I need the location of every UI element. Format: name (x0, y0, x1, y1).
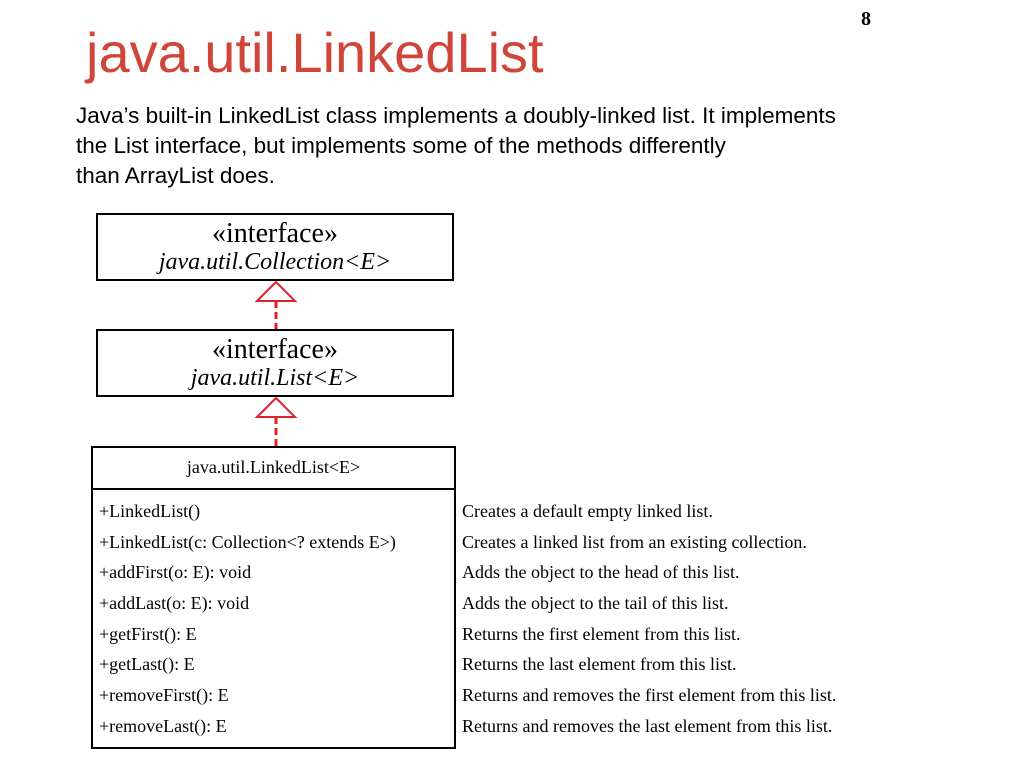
method-description: Returns and removes the first element from this list. (462, 685, 837, 706)
method-description: Returns and removes the last element from this list. (462, 715, 833, 736)
method-signature: +LinkedList(c: Collection<? extends E>) (99, 531, 396, 552)
method-signature: +LinkedList() (99, 501, 201, 521)
linkedlist-class-box (91, 446, 456, 749)
method-list (93, 490, 454, 742)
arrow-list-to-collection (257, 282, 295, 329)
method-signature: +getFirst(): E (99, 623, 197, 644)
arrow-linkedlist-to-list (257, 398, 295, 446)
description-line: Java’s built-in LinkedList class implements a doubly-linked list. It implements (76, 103, 836, 128)
collection-interface-name: java.util.Collection<E> (158, 249, 392, 275)
slide-number: 8 (861, 8, 871, 30)
method-description: Adds the object to the tail of this list. (462, 593, 729, 614)
method-description: Creates a default empty linked list. (462, 501, 713, 521)
method-description: Creates a linked list from an existing collection. (462, 531, 807, 552)
method-signature: +removeFirst(): E (99, 685, 229, 706)
linkedlist-class-name: java.util.LinkedList<E> (93, 448, 454, 490)
method-description: Adds the object to the head of this list. (462, 562, 740, 583)
description-line: than ArrayList does. (76, 163, 275, 188)
list-stereotype: «interface» (212, 334, 338, 365)
method-descriptions (462, 496, 836, 742)
method-description: Returns the first element from this list. (462, 623, 741, 644)
description-line: the List interface, but implements some of the methods differently (76, 133, 726, 158)
method-signature: +addLast(o: E): void (99, 593, 250, 614)
method-signature: +removeLast(): E (99, 715, 227, 736)
list-interface-name: java.util.List<E> (190, 365, 360, 391)
method-signature: +getLast(): E (99, 654, 195, 675)
method-description: Returns the last element from this list. (462, 654, 737, 675)
slide-title: java.util.LinkedList (86, 21, 544, 84)
method-signature: +addFirst(o: E): void (99, 562, 252, 583)
collection-stereotype: «interface» (212, 218, 338, 249)
realization-arrowhead-icon (257, 282, 295, 301)
realization-arrowhead-icon (257, 398, 295, 417)
